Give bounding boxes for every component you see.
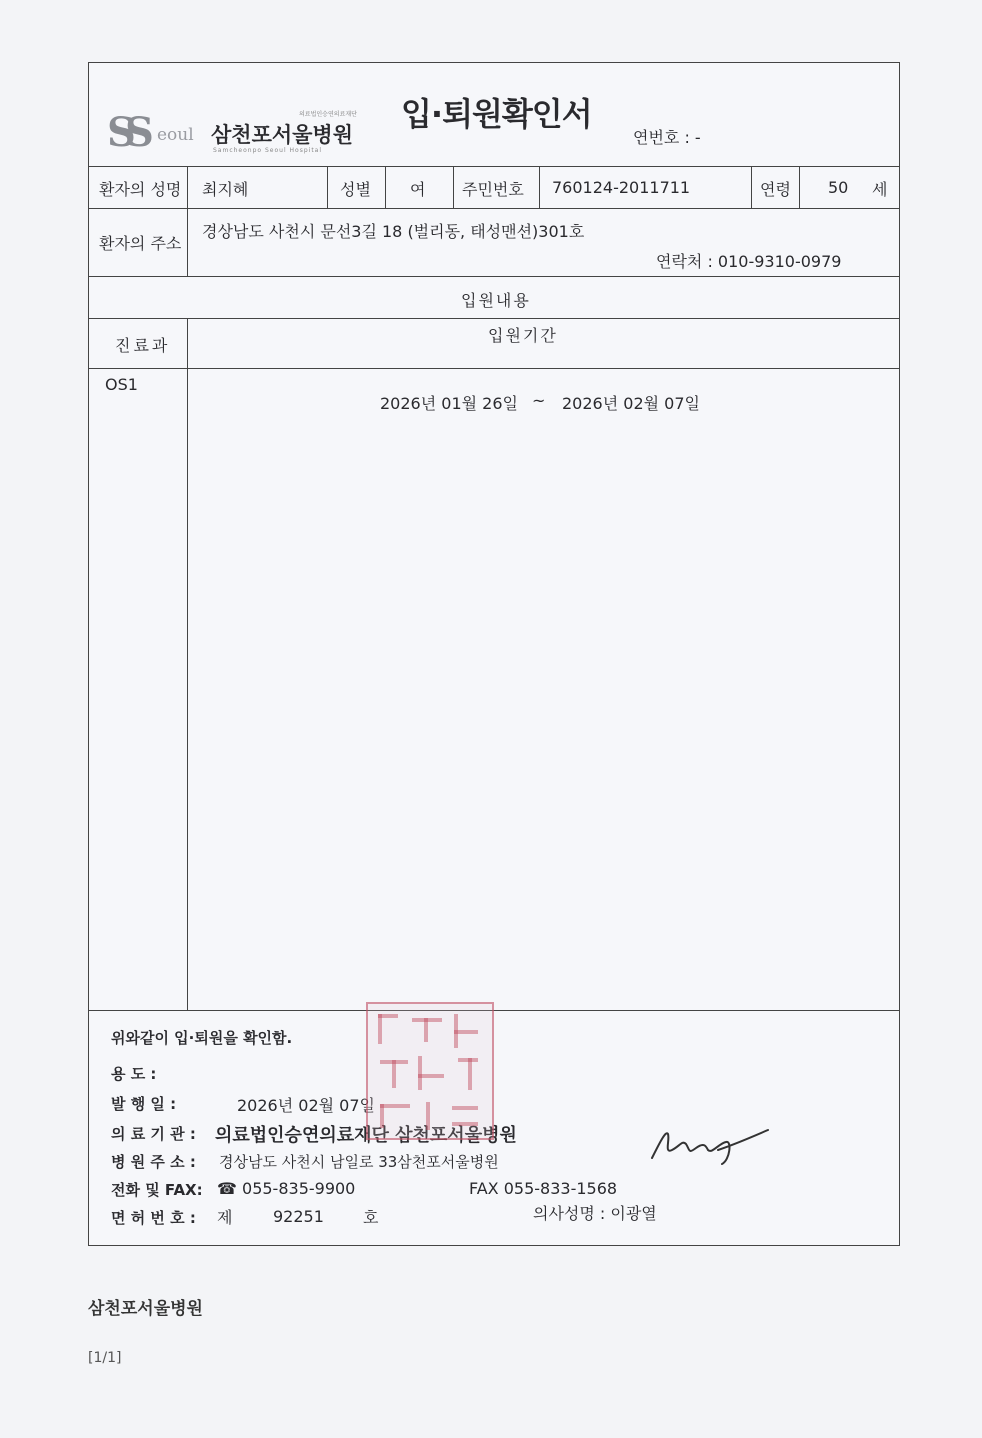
footer-hospital-name: 삼천포서울병원: [88, 1299, 203, 1319]
address-label-cell: [89, 209, 187, 276]
patient-contact: 연락처 : 010-9310-0979: [656, 252, 842, 271]
name-label: 환자의 성명: [99, 180, 182, 199]
logo-hospital-name: 삼천포서울병원: [211, 123, 354, 147]
hospital-address-label: 병 원 주 소 :: [111, 1153, 196, 1171]
institution-label: 의 료 기 관 :: [111, 1125, 196, 1143]
institution-name: 의료법인승연의료재단 삼천포서울병원: [215, 1125, 517, 1146]
logo-mark: SS: [107, 109, 144, 156]
age-label: 연령: [760, 180, 791, 199]
license-suffix: 호: [363, 1208, 379, 1227]
doctor-name: 의사성명 : 이광열: [533, 1204, 657, 1223]
period-separator: ~: [532, 391, 546, 410]
patient-rrn: 760124-2011711: [552, 178, 691, 197]
period-start: 2026년 01월 26일: [380, 394, 518, 413]
patient-address-row: [89, 209, 899, 277]
dept-value-cell: [89, 369, 187, 1010]
period-value-cell: [187, 369, 899, 1010]
rrn-label: 주민번호: [462, 180, 524, 199]
phone-fax-label: 전화 및 FAX:: [111, 1181, 203, 1199]
sex-label-cell: [327, 167, 385, 208]
rrn-label-cell: [453, 167, 539, 208]
admission-section-row: [89, 277, 899, 319]
patient-address: 경상남도 사천시 문선3길 18 (벌리동, 태성맨션)301호: [202, 222, 585, 241]
hospital-seal-stamp: [366, 1002, 494, 1140]
hospital-address: 경상남도 사천시 남일로 33삼천포서울병원: [219, 1153, 499, 1171]
admission-header-row: [89, 319, 899, 369]
page-indicator: [1/1]: [88, 1350, 122, 1366]
dept-header-cell: [89, 319, 187, 368]
logo-word: eoul: [157, 125, 194, 145]
license-prefix: 제: [217, 1208, 233, 1227]
admission-content-row: [89, 369, 899, 1011]
period-header: 입원기간: [488, 326, 558, 345]
confirmation-statement: 위와같이 입·퇴원을 확인함.: [111, 1029, 293, 1047]
patient-name-row: [89, 167, 899, 209]
age-value-cell: [799, 167, 899, 208]
sex-label: 성별: [340, 180, 371, 199]
hospital-fax: FAX 055-833-1568: [469, 1179, 618, 1198]
logo-subtitle: 의료법인승연의료재단: [299, 111, 357, 118]
period-header-cell: [187, 319, 899, 368]
certificate-form: [88, 62, 900, 1246]
name-label-cell: [89, 167, 187, 208]
license-label: 면 허 번 호 :: [111, 1209, 196, 1227]
doctor-signature: [646, 1120, 776, 1166]
dept-header: 진료과: [115, 336, 171, 355]
age-unit: 세: [872, 180, 888, 199]
form-header: [89, 63, 899, 167]
license-number: 92251: [273, 1207, 324, 1226]
issue-date: 2026년 02월 07일: [237, 1096, 375, 1115]
purpose-label: 용 도 :: [111, 1065, 157, 1083]
patient-age: 50: [828, 178, 849, 197]
document-title: 입·퇴원확인서: [401, 95, 592, 133]
age-label-cell: [751, 167, 799, 208]
serial-number: 연번호 : -: [633, 128, 701, 147]
sex-value-cell: [385, 167, 453, 208]
issue-date-label: 발 행 일 :: [111, 1095, 177, 1113]
hospital-phone: ☎ 055-835-9900: [217, 1179, 356, 1198]
rrn-value-cell: [539, 167, 751, 208]
logo-english-name: Samcheonpo Seoul Hospital: [213, 147, 323, 154]
confirmation-block: [89, 1011, 899, 1245]
name-value-cell: [187, 167, 327, 208]
address-label: 환자의 주소: [99, 234, 182, 253]
department: OS1: [105, 375, 138, 394]
patient-sex: 여: [410, 180, 426, 199]
hospital-logo: [107, 109, 397, 159]
admission-section-title: 입원내용: [461, 291, 531, 310]
patient-name: 최지혜: [202, 180, 249, 199]
address-value-cell: [187, 209, 899, 276]
period-end: 2026년 02월 07일: [562, 394, 700, 413]
